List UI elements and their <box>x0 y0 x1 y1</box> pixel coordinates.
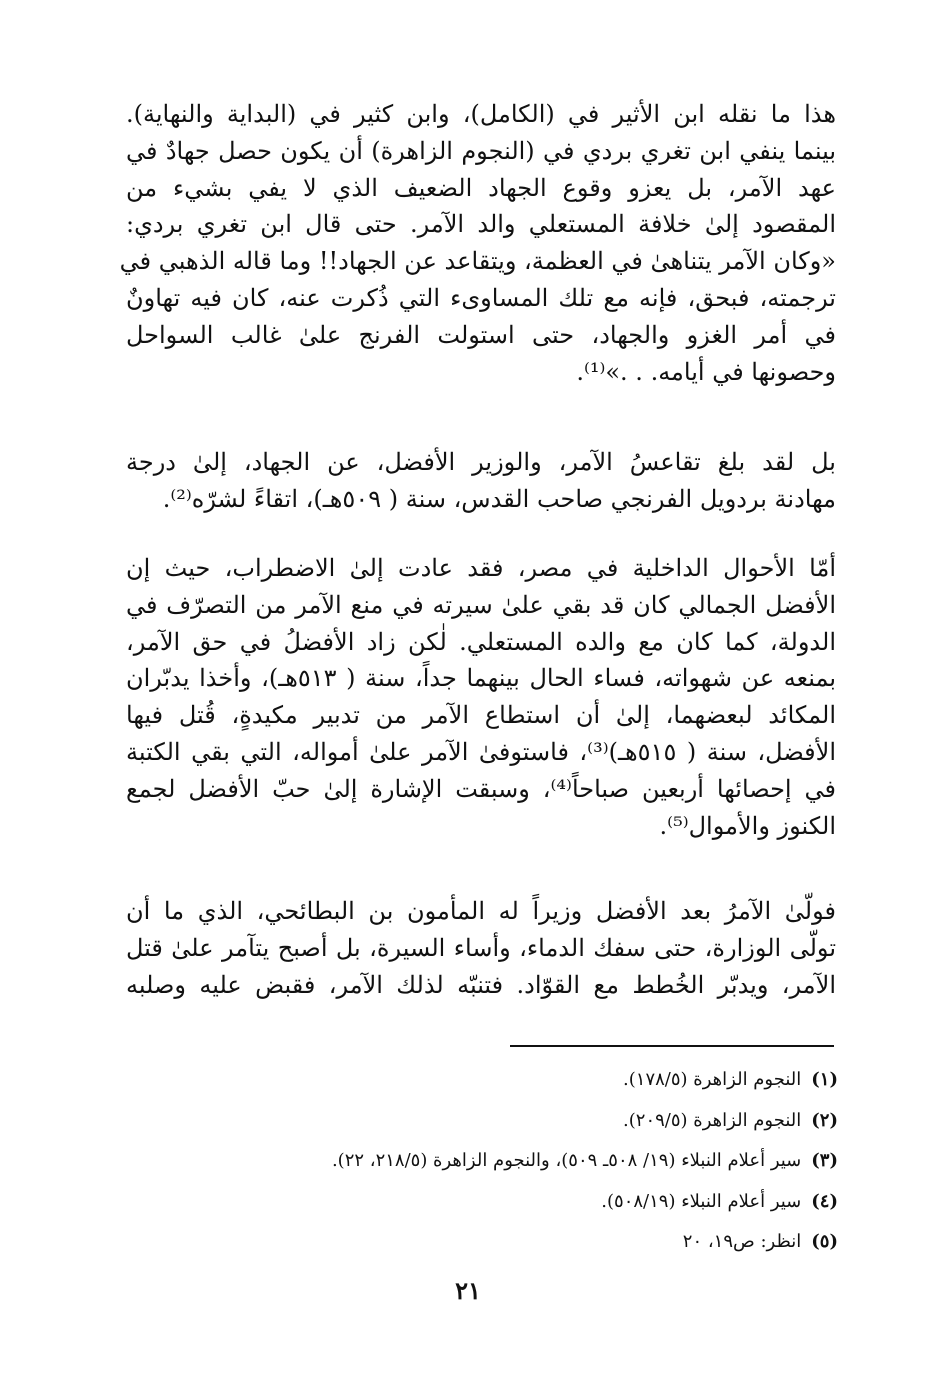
paragraph-1 <box>119 96 836 390</box>
footnote-3 <box>138 1141 838 1182</box>
text-line: الكنوز والأموال⁽⁵⁾. <box>659 811 836 840</box>
footnote-number: (٤) <box>811 1190 838 1212</box>
text-line: ترجمته، فبحق، فإنه مع تلك المساوىء التي ذُكرت عنه، كان فيه تهاونٌ <box>126 283 836 312</box>
footnote-text: سير أعلام النبلاء (٥٠٨/١٩). <box>601 1190 802 1212</box>
text-line: الدولة، كما كان مع والده المستعلي. لٰكن زاد الأفضلُ في حق الآمر، <box>126 627 836 656</box>
text-line: عهد الآمر، بل يعزو وقوع الجهاد الضعيف الذي لا يفي بشيء من <box>126 173 836 202</box>
text-line: بينما ينفي ابن تغري بردي في (النجوم الزاهرة) أن يكون حصل جهادٌ في <box>126 136 836 165</box>
text-line: الأفضل، سنة ( ٥١٥هـ)⁽³⁾، فاستوفىٰ الآمر علىٰ أمواله، التي بقي الكتبة <box>126 737 836 766</box>
text-line: تولّى الوزارة، حتى سفك الدماء، وأساء السيرة، بل أصبح يتآمر علىٰ قتل <box>126 933 837 962</box>
paragraph-3 <box>126 550 836 844</box>
text-line: المكائد لبعضهما، إلىٰ أن استطاع الآمر من تدبير مكيدةٍ، قُتل فيها <box>126 701 836 730</box>
text-line: فولّىٰ الآمرُ بعد الأفضل وزيراً له المأمون بن البطائحي، الذي ما أن <box>126 897 836 925</box>
footnote-2 <box>138 1101 838 1142</box>
footnote-text: سير أعلام النبلاء (١٩/ ٥٠٨ـ ٥٠٩)، والنجوم الزاهرة (٢١٨/٥، ٢٢). <box>331 1150 802 1171</box>
paragraph-4 <box>126 893 836 1003</box>
footnote-4 <box>138 1182 838 1223</box>
footnote-number: (٢) <box>811 1109 838 1131</box>
paragraph-2 <box>126 444 836 518</box>
text-line: في أمر الغزو والجهاد، حتى استولت الفرنج علىٰ غالب السواحل <box>126 320 836 349</box>
page-number: ٢١ <box>455 1276 481 1305</box>
text-line: هذا ما نقله ابن الأثير في (الكامل)، وابن كثير في (البداية والنهاية). <box>126 100 836 128</box>
footnote-divider <box>510 1045 834 1047</box>
text-line: بل لقد بلغ تقاعسُ الآمر، والوزير الأفضل، عن الجهاد، إلىٰ درجة <box>126 448 836 476</box>
footnote-text: النجوم الزاهرة (٢٠٩/٥). <box>623 1109 802 1131</box>
text-line: وحصونها في أيامه. . .»⁽¹⁾. <box>576 357 836 386</box>
footnote-number: (٥) <box>811 1231 838 1252</box>
footnote-number: (٣) <box>811 1150 838 1171</box>
footnote-5 <box>138 1222 838 1263</box>
text-line: الآمر، ويدبّر الخُطط مع القوّاد. فتنبّه لذلك الآمر، فقبض عليه وصلبه <box>126 970 836 999</box>
footnotes <box>138 1060 838 1263</box>
text-line: المقصود إلىٰ خلافة المستعلي والد الآمر. حتى قال ابن تغري بردي: <box>126 210 836 239</box>
text-line: بمنعه عن شهواته، فساء الحال بينهما جداً، سنة ( ٥١٣هـ)، وأخذا يدبّران <box>126 664 837 693</box>
text-line: أمّا الأحوال الداخلية في مصر، فقد عادت إلىٰ الاضطراب، حيث إن <box>126 554 836 582</box>
footnote-number: (١) <box>811 1069 838 1090</box>
text-line: مهادنة بردويل الفرنجي صاحب القدس، سنة ( ٥٠٩هـ)، اتقاءً لشرّه⁽²⁾. <box>162 484 836 513</box>
text-line: الأفضل الجمالي كان قد بقي علىٰ سيرته في منع الآمر من التصرّف في <box>126 590 836 619</box>
text-line: «وكان الآمر يتناهىٰ في العظمة، ويتقاعد عن الجهاد!! وما قاله الذهبي في <box>119 247 836 276</box>
footnote-text: انظر: ص١٩، ٢٠ <box>682 1231 802 1252</box>
footnote-1 <box>138 1060 838 1101</box>
text-line: في إحصائها أربعين صباحاً⁽⁴⁾، وسبقت الإشارة إلىٰ حبّ الأفضل لجمع <box>126 774 836 803</box>
footnote-text: النجوم الزاهرة (١٧٨/٥). <box>623 1069 802 1090</box>
